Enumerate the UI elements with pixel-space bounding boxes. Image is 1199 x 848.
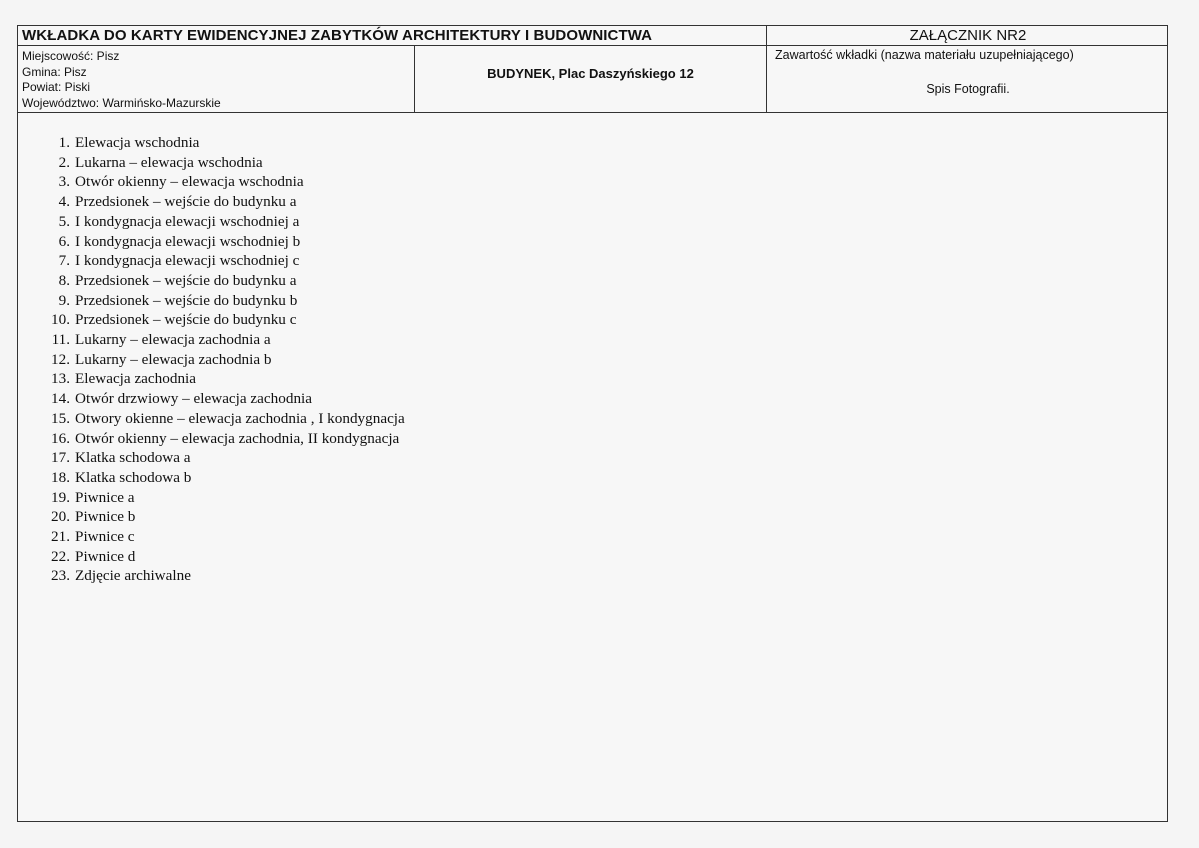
list-item-text: Przedsionek – wejście do budynku b xyxy=(75,291,298,309)
list-item-text: Otwór drzwiowy – elewacja zachodnia xyxy=(75,390,312,408)
list-item xyxy=(18,507,405,527)
list-item-number: 19. xyxy=(51,488,70,506)
list-item-number: 1. xyxy=(58,134,70,151)
list-item-number: 21. xyxy=(51,528,70,546)
list-item xyxy=(18,232,405,252)
list-item-number: 3. xyxy=(58,173,70,191)
list-item-text: Elewacja wschodnia xyxy=(75,134,200,151)
list-item xyxy=(18,369,405,389)
contents-cell xyxy=(766,46,1169,112)
list-item-text: Przedsionek – wejście do budynku a xyxy=(75,193,297,211)
list-item-text: Elewacja zachodnia xyxy=(75,370,197,388)
location-block xyxy=(22,49,221,111)
list-item-text: Piwnice c xyxy=(75,528,135,546)
header-row xyxy=(18,26,1167,46)
list-item-number: 4. xyxy=(58,193,70,211)
list-item-number: 10. xyxy=(51,311,70,329)
list-item xyxy=(18,330,405,350)
list-item-text: Otwory okienne – elewacja zachodnia , I kondygnacja xyxy=(75,409,405,427)
list-item xyxy=(18,172,405,192)
list-item-number: 15. xyxy=(51,409,70,427)
list-item-number: 11. xyxy=(51,331,70,349)
list-item xyxy=(18,133,405,153)
annex-label: ZAŁĄCZNIK NR2 xyxy=(766,26,1169,46)
list-item-number: 20. xyxy=(51,508,70,526)
list-item-text: Lukarny – elewacja zachodnia a xyxy=(75,331,271,349)
powiat-field: Powiat: Piski xyxy=(22,80,91,94)
list-item-text: Piwnice d xyxy=(75,547,136,565)
list-item xyxy=(18,527,405,547)
list-item-text: I kondygnacja elewacji wschodniej c xyxy=(75,252,300,270)
list-item xyxy=(18,251,405,271)
list-item-number: 5. xyxy=(58,212,70,230)
form-sheet xyxy=(17,25,1168,822)
list-item-text: I kondygnacja elewacji wschodniej a xyxy=(75,212,300,230)
list-item xyxy=(18,350,405,370)
list-item-number: 12. xyxy=(51,350,70,368)
list-item xyxy=(18,468,405,488)
list-item-text: Przedsionek – wejście do budynku c xyxy=(75,311,297,329)
list-item-text: Piwnice a xyxy=(75,488,135,506)
list-item xyxy=(18,566,405,586)
miejscowosc-field: Miejscowość: Pisz xyxy=(22,49,120,63)
list-item xyxy=(18,291,405,311)
list-item-number: 22. xyxy=(51,547,70,565)
list-item xyxy=(18,429,405,449)
building-name: BUDYNEK, Plac Daszyńskiego 12 xyxy=(414,46,766,112)
photo-list xyxy=(18,133,405,586)
list-item-text: Otwór okienny – elewacja wschodnia xyxy=(75,173,304,191)
list-item-number: 13. xyxy=(51,370,70,388)
list-item xyxy=(18,409,405,429)
list-item-text: Lukarny – elewacja zachodnia b xyxy=(75,350,272,368)
list-item xyxy=(18,488,405,508)
list-item-text: Zdjęcie archiwalne xyxy=(75,567,191,585)
list-item xyxy=(18,212,405,232)
wojewodztwo-field: Województwo: Warmińsko-Mazurskie xyxy=(22,95,221,110)
list-item-number: 16. xyxy=(51,429,70,447)
list-item-text: Piwnice b xyxy=(75,508,136,526)
list-item-number: 18. xyxy=(51,468,70,486)
list-item xyxy=(18,389,405,409)
list-item-number: 2. xyxy=(58,153,70,171)
list-item-text: Przedsionek – wejście do budynku a xyxy=(75,271,297,289)
list-item-number: 17. xyxy=(51,449,70,467)
list-item-text: Klatka schodowa b xyxy=(75,468,192,486)
form-title: WKŁADKA DO KARTY EWIDENCYJNEJ ZABYTKÓW ARCHITEKTURY I BUDOWNICTWA xyxy=(22,27,653,44)
list-item xyxy=(18,153,405,173)
list-item xyxy=(18,271,405,291)
list-item xyxy=(18,310,405,330)
list-item-number: 23. xyxy=(51,567,70,585)
list-item xyxy=(18,192,405,212)
list-item xyxy=(18,547,405,567)
list-item-number: 8. xyxy=(58,271,70,289)
list-item-number: 7. xyxy=(58,252,70,270)
list-item-text: I kondygnacja elewacji wschodniej b xyxy=(75,232,301,250)
contents-label: Zawartość wkładki (nazwa materiału uzupełniającego) xyxy=(775,48,1074,62)
list-item xyxy=(18,448,405,468)
list-item-number: 14. xyxy=(51,390,70,408)
contents-value: Spis Fotografii. xyxy=(926,82,1010,96)
list-item-text: Otwór okienny – elewacja zachodnia, II kondygnacja xyxy=(75,429,400,447)
list-item-text: Klatka schodowa a xyxy=(75,449,191,467)
list-item-number: 9. xyxy=(58,291,70,309)
list-item-text: Lukarna – elewacja wschodnia xyxy=(75,153,263,171)
gmina-field: Gmina: Pisz xyxy=(22,64,87,79)
list-item-number: 6. xyxy=(58,232,70,250)
info-row xyxy=(18,46,1167,113)
